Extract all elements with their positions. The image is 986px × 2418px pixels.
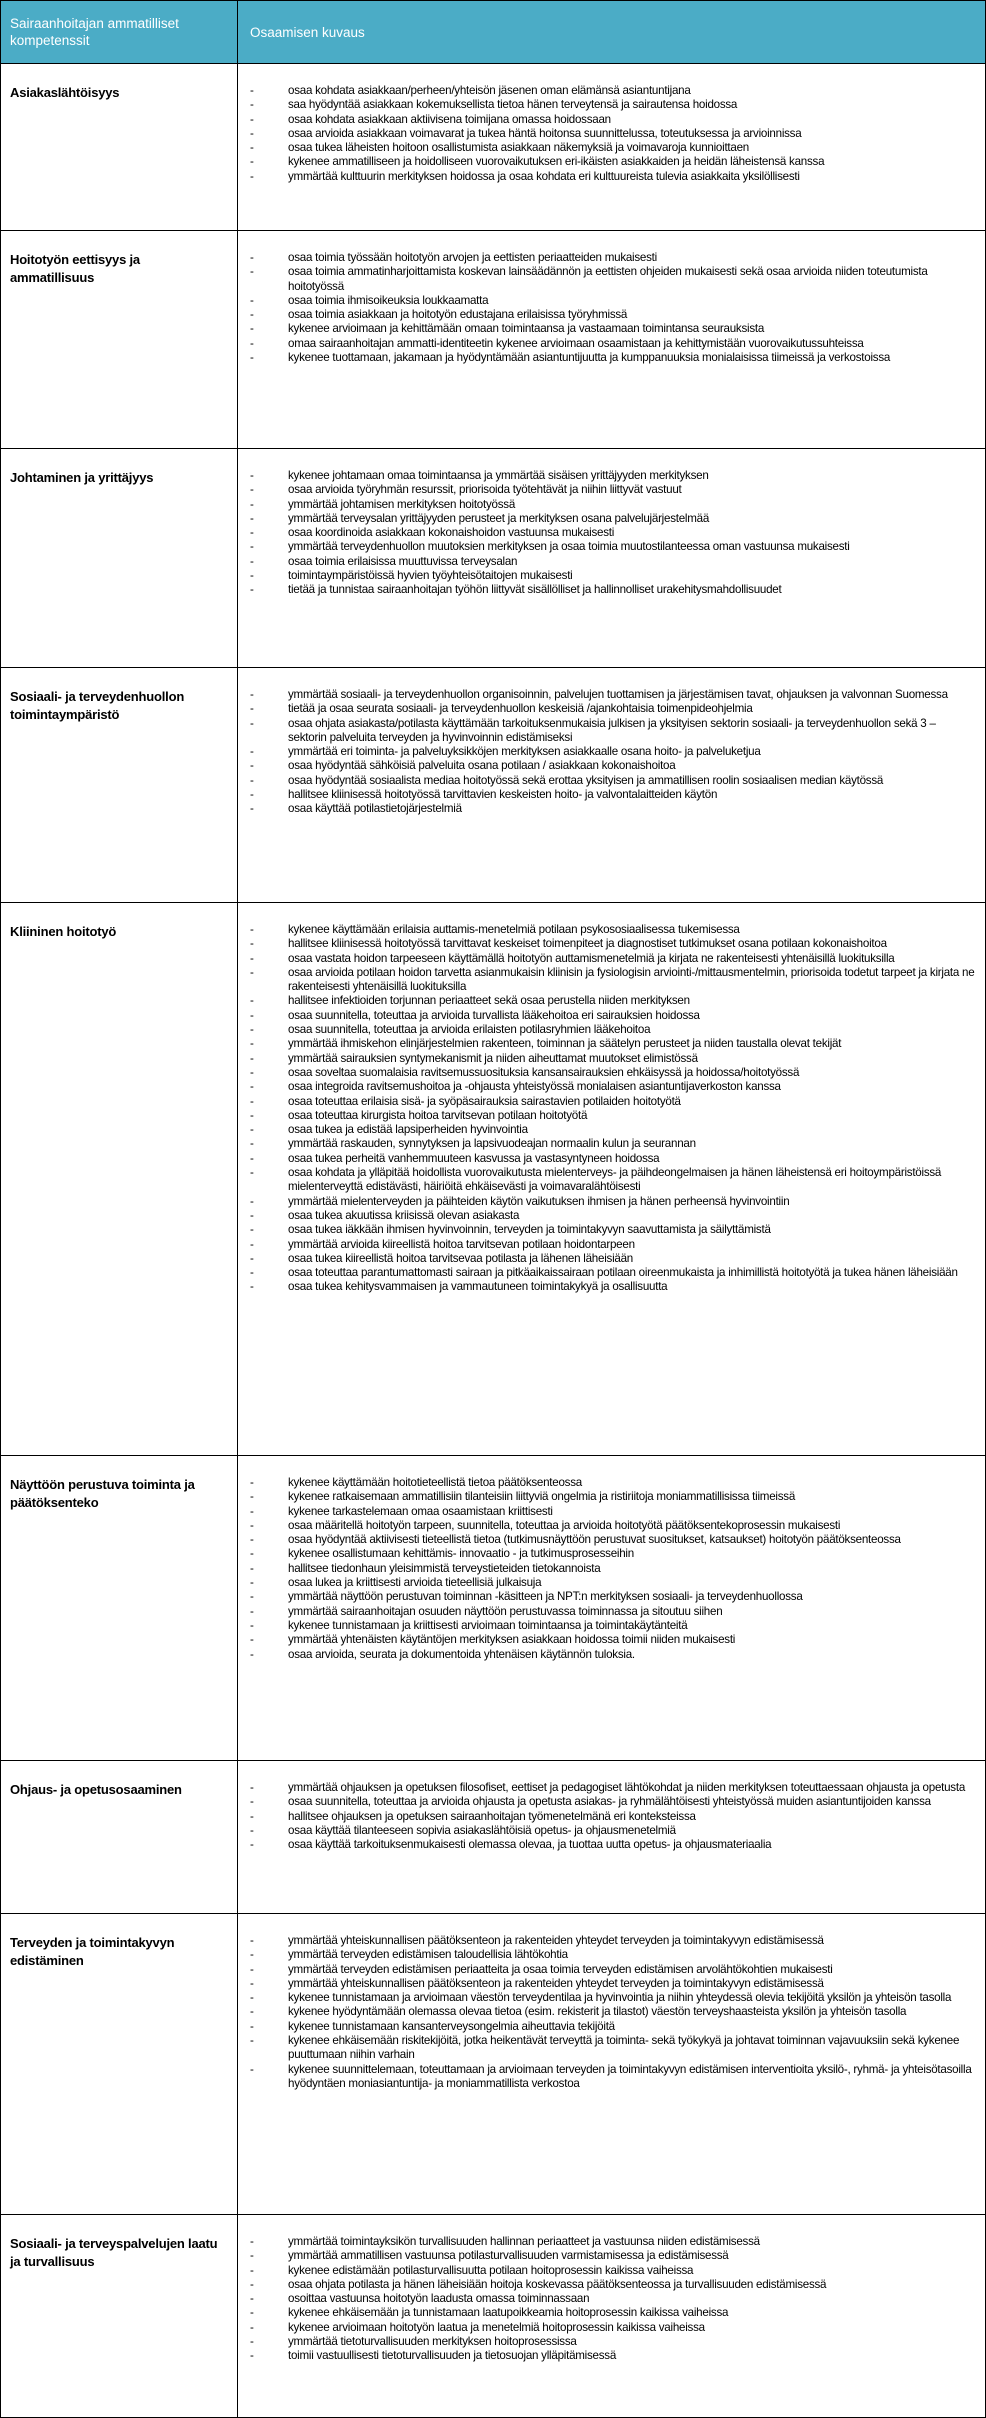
skill-item: - hallitsee infektioiden torjunnan periaatteet sekä osaa perustella niiden merkityksen: [250, 994, 975, 1008]
skill-item: - kykenee käyttämään hoitotieteellistä tietoa päätöksenteossa: [250, 1476, 975, 1490]
table-row: [1, 668, 985, 903]
skill-item: - kykenee hyödyntämään olemassa olevaa tietoa (esim. rekisterit ja tilastot) väestön terveyshaasteista yksilön ja yhteisön tasolla: [250, 2005, 975, 2019]
skill-item: - osaa hyödyntää aktiivisesti tieteellistä tietoa (tutkimusnäyttöön perustuvat suositukset, katsaukset) hoitotyön päätöksenteossa: [250, 1533, 975, 1547]
skill-list: [250, 231, 975, 365]
skill-item: - osoittaa vastuunsa hoitotyön laadusta omassa toiminnassaan: [250, 2292, 975, 2306]
skill-item: - kykenee ammatilliseen ja hoidolliseen vuorovaikutuksen eri-ikäisten asiakkaiden ja heidän läheistensä kanssa: [250, 155, 975, 169]
skill-item: - osaa ohjata potilasta ja hänen läheisiään hoitoja koskevassa päätöksenteossa ja turvallisuuden edistämisessä: [250, 2278, 975, 2292]
skill-item: - ymmärtää terveyden edistämisen taloudellisia lähtökohtia: [250, 1948, 975, 1962]
skill-item: - toimintaympäristöissä hyvien työyhteisötaitojen mukaisesti: [250, 569, 975, 583]
skill-item: - ymmärtää eri toiminta- ja palveluyksikköjen merkityksen asiakkaalle osana hoito- ja palveluketjua: [250, 745, 975, 759]
skill-item: - osaa tukea läheisten hoitoon osallistumista asiakkaan näkemyksiä ja voimavaroja kunnioittaen: [250, 141, 975, 155]
skill-item: - kykenee tuottamaan, jakamaan ja hyödyntämään asiantuntijuutta ja kumppanuuksia monialaisissa tiimeissä ja verkostoissa: [250, 351, 975, 365]
skill-item: - osaa tukea kiireellistä hoitoa tarvitsevaa potilasta ja lähenen läheisiään: [250, 1252, 975, 1266]
skill-item: - osaa arvioida, seurata ja dokumentoida yhtenäisen käytännön tuloksia.: [250, 1648, 975, 1662]
skill-item: - ymmärtää toimintayksikön turvallisuuden hallinnan periaatteet ja vastuunsa niiden edistämisessä: [250, 2235, 975, 2249]
skill-item: - kykenee ehkäisemään riskitekijöitä, jotka heikentävät terveyttä ja toiminta- sekä työkykyä ja johtavat toiminnan vajavuuksiin sekä kykenee puuttumaan niihin varhain: [250, 2034, 975, 2063]
competence-cell: [1, 903, 238, 1455]
skill-item: - osaa arvioida asiakkaan voimavarat ja tukea häntä hoitonsa suunnittelussa, toteutuksessa ja arvioinnissa: [250, 127, 975, 141]
skill-item: - osaa suunnitella, toteuttaa ja arvioida erilaisten potilasryhmien lääkehoitoa: [250, 1023, 975, 1037]
table-row: [1, 1761, 985, 1914]
skill-item: - ymmärtää mielenterveyden ja päihteiden käytön vaikutuksen ihmisen ja hänen perheensä hyvinvointiin: [250, 1195, 975, 1209]
competence-name: Asiakaslähtöisyys: [10, 85, 120, 100]
skill-item: - osaa lukea ja kriittisesti arvioida tieteellisiä julkaisuja: [250, 1576, 975, 1590]
skill-item: - osaa toimia ihmisoikeuksia loukkaamatta: [250, 294, 975, 308]
skill-item: - ymmärtää ihmiskehon elinjärjestelmien rakenteen, toiminnan ja säätelyn perusteet ja niiden taustalla olevat tekijät: [250, 1037, 975, 1051]
table-row: [1, 1456, 985, 1761]
description-cell: [238, 1456, 985, 1760]
skill-item: - osaa käyttää tilanteeseen sopivia asiakaslähtöisiä opetus- ja ohjausmenetelmiä: [250, 1824, 975, 1838]
header-description: Osaamisen kuvaus: [250, 24, 365, 40]
competence-name: Johtaminen ja yrittäjyys: [10, 470, 154, 485]
skill-item: - osaa integroida ravitsemushoitoa ja -ohjausta yhteistyössä monialaisen asiantuntijaverkoston kanssa: [250, 1080, 975, 1094]
skill-item: - ymmärtää ammatillisen vastuunsa potilasturvallisuuden varmistamisessa ja edistämisessä: [250, 2249, 975, 2263]
skill-item: - osaa toimia ammatinharjoittamista koskevan lainsäädännön ja eettisten ohjeiden mukaisesti sekä osaa arvioida niiden toteutumista hoitotyössä: [250, 265, 975, 294]
skill-item: - osaa toteuttaa parantumattomasti sairaan ja pitkäaikaissairaan potilaan oireenmukaista ja inhimillistä hoitotyötä ja tukea hänen läheisiään: [250, 1266, 975, 1280]
skill-item: - osaa toimia työssään hoitotyön arvojen ja eettisten periaatteiden mukaisesti: [250, 251, 975, 265]
skill-item: - ymmärtää raskauden, synnytyksen ja lapsivuodeajan normaalin kulun ja seurannan: [250, 1137, 975, 1151]
skill-item: - kykenee tunnistamaan ja kriittisesti arvioimaan toimintaansa ja toimintakäytänteitä: [250, 1619, 975, 1633]
description-cell: [238, 1761, 985, 1913]
skill-item: - osaa tukea ja edistää lapsiperheiden hyvinvointia: [250, 1123, 975, 1137]
competence-cell: [1, 231, 238, 448]
skill-list: [250, 1914, 975, 2091]
skill-item: - omaa sairaanhoitajan ammatti-identiteetin kykenee arvioimaan osaamistaan ja kehittymistään vuorovaikutussuhteissa: [250, 337, 975, 351]
competence-cell: [1, 1456, 238, 1760]
competence-cell: [1, 449, 238, 667]
competence-name: Sosiaali- ja terveyspalvelujen laatu ja turvallisuus: [10, 2236, 218, 2269]
skill-item: - osaa ohjata asiakasta/potilasta käyttämään tarkoituksenmukaisia julkisen ja yksityisen sektorin sosiaali- ja terveydenhuollon sekä 3 – sektorin palveluita terveyden ja hyvinvoinnin edistämiseksi: [250, 717, 975, 746]
skill-item: - tietää ja tunnistaa sairaanhoitajan työhön liittyvät sisällölliset ja hallinnolliset urakehitysmahdollisuudet: [250, 583, 975, 597]
skill-item: - osaa tukea kehitysvammaisen ja vammautuneen toimintakykyä ja osallisuutta: [250, 1280, 975, 1294]
description-cell: [238, 231, 985, 448]
table-body: [1, 64, 985, 2417]
skill-item: - kykenee suunnittelemaan, toteuttamaan ja arvioimaan terveyden ja toimintakyvyn edistämisen interventioita yksilö-, ryhmä- ja yhteisötasoilla hyödyntäen moniasiantuntija- ja moniammatillista verkostoa: [250, 2063, 975, 2092]
skill-item: - hallitsee ohjauksen ja opetuksen sairaanhoitajan työmenetelmänä eri konteksteissa: [250, 1810, 975, 1824]
competence-cell: [1, 2215, 238, 2417]
skill-item: - kykenee tarkastelemaan omaa osaamistaan kriittisesti: [250, 1505, 975, 1519]
description-cell: [238, 668, 985, 902]
skill-item: - saa hyödyntää asiakkaan kokemuksellista tietoa hänen terveytensä ja sairautensa hoidossa: [250, 98, 975, 112]
skill-item: - osaa arvioida potilaan hoidon tarvetta asianmukaisin kliinisin ja fysiologisin arviointi-/mittausmentelmin, priorisoida todetut tarpeet ja kirjata ne rakenteisesti yhtenäisillä luokituksilla: [250, 966, 975, 995]
table-row: [1, 1914, 985, 2215]
skill-item: - ymmärtää sairaanhoitajan osuuden näyttöön perustuvassa toiminnassa ja sitoutuu siihen: [250, 1605, 975, 1619]
table-row: [1, 449, 985, 668]
competence-name: Hoitotyön eettisyys ja ammatillisuus: [10, 252, 140, 285]
skill-item: - kykenee arvioimaan ja kehittämään omaan toimintaansa ja vastaamaan toimintansa seurauksista: [250, 322, 975, 336]
skill-item: - osaa toimia erilaisissa muuttuvissa terveysalan: [250, 555, 975, 569]
skill-item: - hallitsee tiedonhaun yleisimmistä terveystieteiden tietokannoista: [250, 1562, 975, 1576]
skill-item: - kykenee johtamaan omaa toimintaansa ja ymmärtää sisäisen yrittäjyyden merkityksen: [250, 469, 975, 483]
description-cell: [238, 449, 985, 667]
competence-name: Sosiaali- ja terveydenhuollon toimintaympäristö: [10, 689, 185, 722]
skill-item: - ymmärtää terveyden edistämisen periaatteita ja osaa toimia terveyden edistämisen arvolähtökohtien mukaisesti: [250, 1963, 975, 1977]
skill-item: - osaa vastata hoidon tarpeeseen käyttämällä hoitotyön auttamismenetelmiä ja kirjata ne rakenteisesti yhtenäisillä luokituksilla: [250, 952, 975, 966]
skill-item: - osaa hyödyntää sähköisiä palveluita osana potilaan / asiakkaan kokonaishoitoa: [250, 759, 975, 773]
skill-item: - kykenee edistämään potilasturvallisuutta potilaan hoitoprosessin kaikissa vaiheissa: [250, 2264, 975, 2278]
skill-item: - kykenee ratkaisemaan ammatillisiin tilanteisiin liittyviä ongelmia ja ristiriitoja moniammatillisissa tiimeissä: [250, 1490, 975, 1504]
skill-item: - kykenee osallistumaan kehittämis- innovaatio - ja tutkimusprosesseihin: [250, 1547, 975, 1561]
description-cell: [238, 1914, 985, 2214]
skill-item: - ymmärtää ohjauksen ja opetuksen filosofiset, eettiset ja pedagogiset lähtökohdat ja niiden merkityksen toteuttaessaan ohjausta ja opetusta: [250, 1781, 975, 1795]
skill-item: - osaa kohdata asiakkaan/perheen/yhteisön jäsenen oman elämänsä asiantuntijana: [250, 84, 975, 98]
skill-item: - ymmärtää yhteiskunnallisen päätöksenteon ja rakenteiden yhteydet terveyden ja toimintakyvyn edistämisessä: [250, 1934, 975, 1948]
skill-item: - osaa tukea iäkkään ihmisen hyvinvoinnin, terveyden ja toimintakyvyn saavuttamista ja säilyttämistä: [250, 1223, 975, 1237]
skill-item: - osaa soveltaa suomalaisia ravitsemussuosituksia kansansairauksien ehkäisyssä ja hoidossa/hoitotyössä: [250, 1066, 975, 1080]
skill-item: - tietää ja osaa seurata sosiaali- ja terveydenhuollon keskeisiä /ajankohtaisia toimenpideohjelmia: [250, 702, 975, 716]
competence-cell: [1, 1761, 238, 1913]
skill-item: - hallitsee kliinisessä hoitotyössä tarvittavat keskeiset toimenpiteet ja diagnostiset tutkimukset osana potilaan kokonaishoitoa: [250, 937, 975, 951]
skill-item: - osaa kohdata ja ylläpitää hoidollista vuorovaikutusta mielenterveys- ja päihdeongelmaisen ja hänen läheistensä eri hoitoympäristöissä mielenterveyttä edistävästi, häiriöitä ehkäisevästi ja voimavaralähtöisesti: [250, 1166, 975, 1195]
skill-item: - osaa kohdata asiakkaan aktiivisena toimijana omassa hoidossaan: [250, 113, 975, 127]
skill-item: - toimii vastuullisesti tietoturvallisuuden ja tietosuojan ylläpitämisessä: [250, 2349, 975, 2363]
skill-item: - ymmärtää yhteiskunnallisen päätöksenteon ja rakenteiden yhteydet terveyden ja toimintakyvyn edistämisessä: [250, 1977, 975, 1991]
skill-list: [250, 64, 975, 184]
skill-list: [250, 1456, 975, 1662]
skill-item: - osaa koordinoida asiakkaan kokonaishoidon vastuunsa mukaisesti: [250, 526, 975, 540]
skill-item: - ymmärtää johtamisen merkityksen hoitotyössä: [250, 498, 975, 512]
skill-item: - ymmärtää sosiaali- ja terveydenhuollon organisoinnin, palvelujen tuottamisen ja järjestämisen tavat, ohjauksen ja valvonnan Suomessa: [250, 688, 975, 702]
skill-item: - ymmärtää tietoturvallisuuden merkityksen hoitoprosessissa: [250, 2335, 975, 2349]
table-row: [1, 231, 985, 449]
skill-list: [250, 449, 975, 598]
competence-name: Ohjaus- ja opetusosaaminen: [10, 1782, 182, 1797]
skill-item: - kykenee tunnistamaan kansanterveysongelmia aiheuttavia tekijöitä: [250, 2020, 975, 2034]
skill-item: - osaa käyttää tarkoituksenmukaisesti olemassa olevaa, ja tuottaa uutta opetus- ja ohjausmateriaalia: [250, 1838, 975, 1852]
skill-item: - kykenee arvioimaan hoitotyön laatua ja menetelmiä hoitoprosessin kaikissa vaiheissa: [250, 2321, 975, 2335]
skill-list: [250, 903, 975, 1295]
competence-cell: [1, 668, 238, 902]
description-cell: [238, 64, 985, 230]
skill-item: - ymmärtää terveysalan yrittäjyyden perusteet ja merkityksen osana palvelujärjestelmää: [250, 512, 975, 526]
skill-item: - osaa tukea perheitä vanhemmuuteen kasvussa ja vastasyntyneen hoidossa: [250, 1152, 975, 1166]
table-row: [1, 903, 985, 1456]
skill-item: - ymmärtää näyttöön perustuvan toiminnan -käsitteen ja NPT:n merkityksen sosiaali- ja terveydenhuollossa: [250, 1590, 975, 1604]
table-row: [1, 64, 985, 231]
skill-item: - kykenee käyttämään erilaisia auttamis-menetelmiä potilaan psykososiaalisessa tukemisessa: [250, 923, 975, 937]
skill-item: - kykenee tunnistamaan ja arvioimaan väestön terveydentilaa ja hyvinvointia ja niihin yhteydessä olevia tekijöitä yksilön ja yhteisön tasolla: [250, 1991, 975, 2005]
skill-list: [250, 668, 975, 817]
competence-cell: [1, 64, 238, 230]
header-competence: Sairaanhoitajan ammatilliset kompetenssit: [1, 1, 238, 63]
skill-item: - osaa toimia asiakkaan ja hoitotyön edustajana erilaisissa työryhmissä: [250, 308, 975, 322]
description-cell: [238, 903, 985, 1455]
competence-name: Näyttöön perustuva toiminta ja päätöksenteko: [10, 1477, 195, 1510]
skill-item: - ymmärtää terveydenhuollon muutoksien merkityksen ja osaa toimia muutostilanteessa oman vastuunsa mukaisesti: [250, 540, 975, 554]
description-cell: [238, 2215, 985, 2417]
skill-item: - ymmärtää yhtenäisten käytäntöjen merkityksen asiakkaan hoidossa toimii niiden mukaisesti: [250, 1633, 975, 1647]
competence-name: Kliininen hoitotyö: [10, 924, 117, 939]
skill-item: - ymmärtää arvioida kiireellistä hoitoa tarvitsevan potilaan hoidontarpeen: [250, 1238, 975, 1252]
skill-item: - kykenee ehkäisemään ja tunnistamaan laatupoikkeamia hoitoprosessin kaikissa vaiheissa: [250, 2306, 975, 2320]
skill-item: - osaa arvioida työryhmän resurssit, priorisoida työtehtävät ja niihin liittyvät vastuut: [250, 483, 975, 497]
skill-list: [250, 2215, 975, 2364]
skill-item: - ymmärtää sairauksien syntymekanismit ja niiden aiheuttamat muutokset elimistössä: [250, 1052, 975, 1066]
skill-item: - osaa suunnitella, toteuttaa ja arvioida turvallista lääkehoitoa eri sairauksien hoidossa: [250, 1009, 975, 1023]
table-header-row: [1, 1, 985, 64]
table-row: [1, 2215, 985, 2417]
skill-item: - osaa toteuttaa erilaisia sisä- ja syöpäsairauksia sairastavien potilaiden hoitotyötä: [250, 1095, 975, 1109]
skill-list: [250, 1761, 975, 1852]
skill-item: - ymmärtää kulttuurin merkityksen hoidossa ja osaa kohdata eri kulttuureista tulevia asiakkaita yksilöllisesti: [250, 170, 975, 184]
skill-item: - hallitsee kliinisessä hoitotyössä tarvittavien keskeisten hoito- ja valvontalaitteiden käytön: [250, 788, 975, 802]
skill-item: - osaa hyödyntää sosiaalista mediaa hoitotyössä sekä erottaa yksityisen ja ammatillisen roolin sosiaalisen median käytössä: [250, 774, 975, 788]
competence-cell: [1, 1914, 238, 2214]
skill-item: - osaa käyttää potilastietojärjestelmiä: [250, 802, 975, 816]
skill-item: - osaa määritellä hoitotyön tarpeen, suunnitella, toteuttaa ja arvioida hoitotyötä päätöksentekoprosessin mukaisesti: [250, 1519, 975, 1533]
skill-item: - osaa tukea akuutissa kriisissä olevan asiakasta: [250, 1209, 975, 1223]
skill-item: - osaa toteuttaa kirurgista hoitoa tarvitsevan potilaan hoitotyötä: [250, 1109, 975, 1123]
skill-item: - osaa suunnitella, toteuttaa ja arvioida ohjausta ja opetusta asiakas- ja ryhmälähtöisesti yhteistyössä muiden asiantuntijoiden kanssa: [250, 1795, 975, 1809]
competence-name: Terveyden ja toimintakyvyn edistäminen: [10, 1935, 175, 1968]
